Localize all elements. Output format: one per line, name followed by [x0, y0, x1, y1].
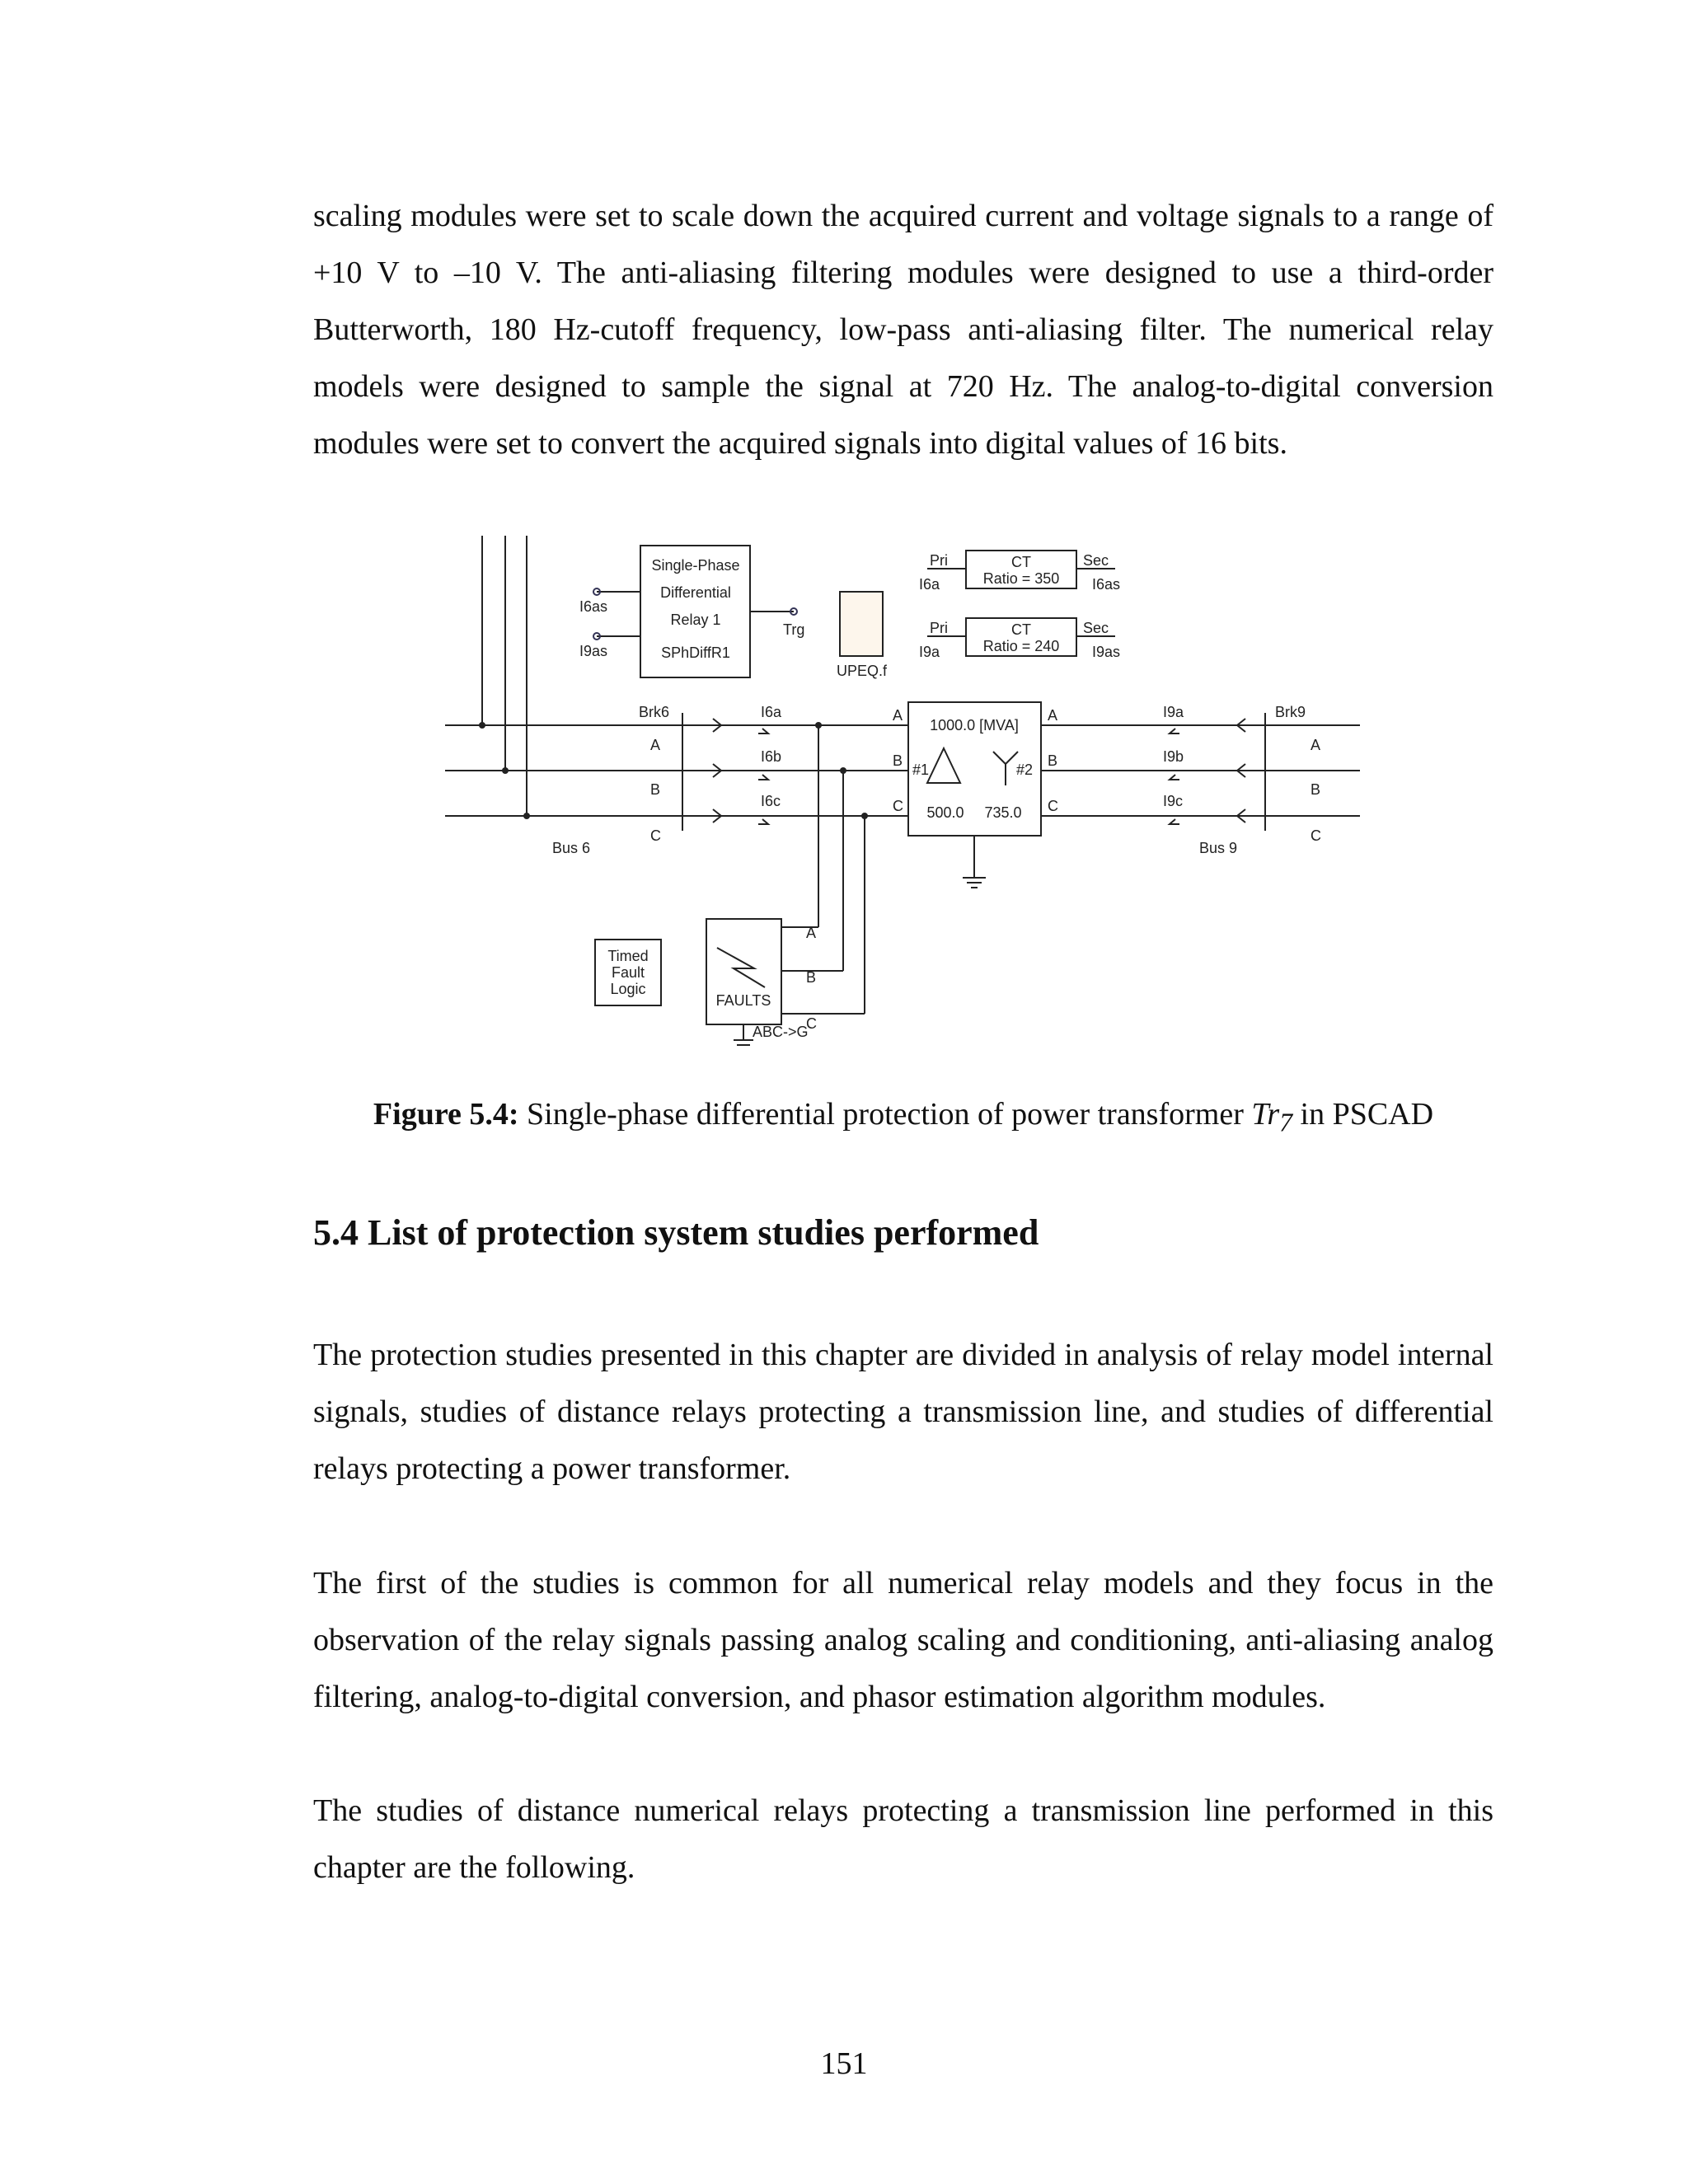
paragraph-1: The protection studies presented in this chapter are divided in analysis of relay model internal signals, studies of distance relays protecting a transmission line, and studies of differential relays protecting a power transformer. — [313, 1338, 1493, 1486]
bus6-label: Bus 6 — [552, 840, 591, 856]
pscad-figure — [441, 536, 1364, 1071]
caption-tr: Tr — [1251, 1097, 1280, 1132]
abc-g-label: ABC->G — [753, 1024, 809, 1040]
ct2-title: CT — [1011, 621, 1031, 638]
brk6-label: Brk6 — [639, 704, 670, 720]
tx-left-a: A — [893, 707, 903, 724]
voltage-1: 500.0 — [926, 804, 964, 821]
ct1-title: CT — [1011, 554, 1031, 570]
ct2-sec: Sec — [1083, 620, 1109, 636]
brk9-label: Brk9 — [1275, 704, 1306, 720]
upeq-label: UPEQ.f — [837, 663, 888, 679]
intro-paragraph: scaling modules were set to scale down the acquired current and voltage signals to a range of +10 V to –10 V. The anti-aliasing filtering modules were designed to use a third-order Butterworth, 180 Hz-cutoff frequency, low-pass anti-aliasing filter. The numerical relay models were designed to sample the signal at 720 Hz. The analog-to-digital conversion modules were set to convert the acquired signals into digital values of 16 bits. — [313, 199, 1493, 461]
figure-caption — [313, 1094, 1493, 1143]
winding-2: #2 — [1016, 762, 1034, 778]
i9c-label: I9c — [1163, 793, 1184, 809]
ct1-pri: Pri — [930, 552, 948, 569]
ct1-in: I6a — [919, 576, 940, 593]
bus9-label: Bus 9 — [1199, 840, 1238, 856]
page-number: 151 — [820, 2046, 868, 2081]
relay-output: Trg — [783, 621, 805, 638]
i6c-label: I6c — [761, 793, 781, 809]
tx-left-c: C — [893, 798, 903, 814]
paragraph-3: The studies of distance numerical relays protecting a transmission line performed in this chapter are the following. — [313, 1793, 1493, 1885]
timed-line2: Fault — [611, 964, 645, 981]
tx-right-a: A — [1048, 707, 1058, 724]
ct2-out: I9as — [1092, 644, 1121, 660]
fault-b: B — [806, 969, 817, 986]
ct1-ratio: Ratio = 350 — [982, 570, 1060, 587]
fault-c: C — [806, 1015, 817, 1032]
caption-text-after: in PSCAD — [1292, 1097, 1434, 1132]
brk6-b: B — [650, 781, 661, 798]
timed-line3: Logic — [610, 981, 646, 997]
caption-tr-sub: 7 — [1279, 1108, 1293, 1137]
ct2-pri: Pri — [930, 620, 948, 636]
section-heading: 5.4 List of protection system studies performed — [313, 1212, 1039, 1253]
relay-line3: Relay 1 — [670, 612, 721, 628]
i6b-label: I6b — [761, 748, 782, 765]
tx-right-c: C — [1048, 798, 1058, 814]
tx-right-b: B — [1048, 752, 1058, 769]
caption-text-before: Single-phase differential protection of power transformer — [527, 1097, 1252, 1132]
paragraph-2: The first of the studies is common for all numerical relay models and they focus in the observation of the relay signals passing analog scaling and conditioning, anti-aliasing analog filtering, analog-to-digital conversion, and phasor estimation algorithm modules. — [313, 1566, 1493, 1714]
timed-line1: Timed — [607, 948, 649, 964]
ct2-ratio: Ratio = 240 — [982, 638, 1060, 654]
winding-1: #1 — [912, 762, 930, 778]
i6a-label: I6a — [761, 704, 782, 720]
caption-label: Figure 5.4: — [373, 1097, 519, 1132]
relay-line2: Differential — [660, 584, 731, 601]
brk9-a: A — [1311, 737, 1321, 753]
relay-input-2: I9as — [579, 643, 608, 659]
relay-input-1: I6as — [579, 598, 608, 615]
relay-line1: Single-Phase — [651, 557, 740, 574]
brk9-b: B — [1311, 781, 1321, 798]
voltage-2: 735.0 — [984, 804, 1022, 821]
ct1-sec: Sec — [1083, 552, 1109, 569]
ct1-out: I6as — [1092, 576, 1121, 593]
relay-line4: SPhDiffR1 — [661, 644, 730, 661]
ct2-in: I9a — [919, 644, 940, 660]
brk6-a: A — [650, 737, 661, 753]
fault-a: A — [806, 925, 817, 941]
transformer-rating: 1000.0 [MVA] — [930, 717, 1019, 733]
i9b-label: I9b — [1163, 748, 1184, 765]
faults-label: FAULTS — [715, 992, 771, 1009]
i9a-label: I9a — [1163, 704, 1184, 720]
tx-left-b: B — [893, 752, 903, 769]
brk6-c: C — [650, 827, 661, 844]
brk9-c: C — [1311, 827, 1321, 844]
pscad-diagram — [441, 536, 1364, 1071]
